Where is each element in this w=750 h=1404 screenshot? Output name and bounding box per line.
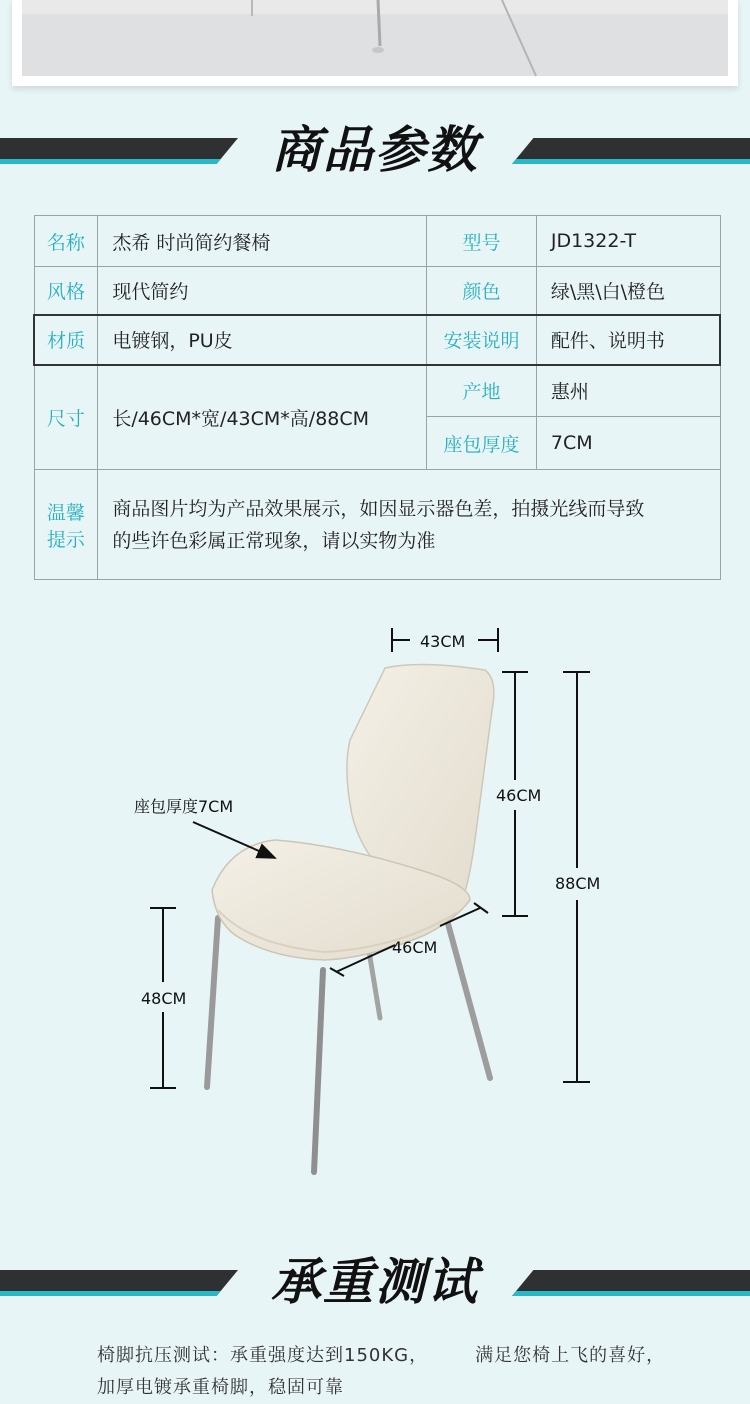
product-photo [12, 0, 738, 86]
params-section-header [0, 110, 750, 190]
size-label: 尺寸 [34, 365, 98, 470]
chair-dimension-diagram [0, 600, 750, 1200]
style-label: 风格 [34, 267, 98, 315]
seat-depth-label: 46CM [392, 938, 438, 957]
seat-height-label: 48CM [141, 989, 187, 1008]
size-value: 长/46CM*宽/43CM*高/88CM [98, 365, 427, 470]
params-title: 商品参数 [271, 121, 479, 179]
model-label: 型号 [427, 216, 537, 267]
test-section-header [0, 1242, 750, 1322]
style-value: 现代简约 [98, 267, 427, 315]
table-row [34, 267, 720, 315]
header-bar-left [0, 138, 238, 164]
spec-table [33, 215, 721, 580]
material-value: 电镀钢，PU皮 [98, 315, 427, 365]
back-height-label: 46CM [496, 786, 542, 805]
table-row [34, 365, 720, 417]
note-label-line: 提示 [46, 528, 85, 551]
width-label: 43CM [420, 632, 466, 651]
table-row [34, 470, 720, 580]
table-row [34, 315, 720, 365]
note-line: 商品图片均为产品效果展示，如因显示器色差，拍摄光线而导致 [112, 497, 645, 520]
test-line: 加厚电镀承重椅脚，稳固可靠 [97, 1377, 344, 1398]
color-value: 绿\黑\白\橙色 [536, 267, 720, 315]
install-label: 安装说明 [427, 315, 537, 365]
test-description [97, 1340, 697, 1404]
material-label: 材质 [34, 315, 98, 365]
table-row [34, 216, 720, 267]
color-label: 颜色 [427, 267, 537, 315]
note-line: 的些许色彩属正常现象，请以实物为准 [112, 529, 436, 552]
cushion-label: 座包厚度 [427, 417, 537, 470]
install-value: 配件、说明书 [536, 315, 720, 365]
cushion-value: 7CM [536, 417, 720, 470]
chair-legs-photo [22, 0, 728, 76]
total-height-label: 88CM [555, 874, 601, 893]
note-label [34, 470, 98, 580]
header-bar-right [512, 138, 750, 164]
origin-value: 惠州 [536, 365, 720, 417]
test-line: 椅脚抗压测试：承重强度达到150KG， 满足您椅上飞的喜好， [97, 1345, 666, 1366]
name-label: 名称 [34, 216, 98, 267]
model-value: JD1322-T [536, 216, 720, 267]
chair-drawing [0, 600, 750, 1200]
header-bar-left [0, 1270, 238, 1296]
name-value: 杰希 时尚简约餐椅 [98, 216, 427, 267]
cushion-thickness-label: 座包厚度7CM [134, 797, 234, 816]
note-label-line: 温馨 [46, 501, 85, 524]
origin-label: 产地 [427, 365, 537, 417]
note-value [98, 470, 720, 580]
header-bar-right [512, 1270, 750, 1296]
test-title: 承重测试 [271, 1253, 479, 1311]
